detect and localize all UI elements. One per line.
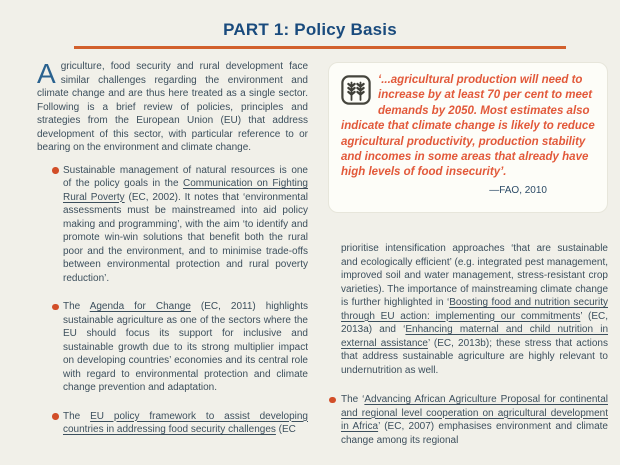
text-segment: The (63, 301, 90, 312)
reference-link[interactable]: Agenda for Change (89, 301, 191, 312)
reference-link[interactable]: EU policy framework to assist developing countries in addressing food security challenges (63, 410, 308, 435)
policy-bullet-list (328, 393, 608, 447)
text-segment: The ‘ (341, 394, 365, 405)
reference-link[interactable]: Advancing African Agriculture Proposal for continental and regional level cooperation on agricultural development in Africa (341, 394, 608, 432)
text-segment: (EC, 2002). It notes that ‘environmental assessments must be mainstreamed into aid policy making and programming’, with the aim ‘to identify and promote win-win solutions that benefit both the rural poor and the environment, and to minimise trade-offs between environmental protection and rural poverty reduction’. (63, 191, 308, 284)
quote-attribution: —FAO, 2010 (489, 184, 547, 196)
bullet-item (37, 164, 308, 286)
left-column (37, 60, 308, 452)
text-segment: ’ (EC, 2013b); these stress that actions that address sustainable agriculture are highly relevant to undernutrition as well. (341, 337, 608, 376)
bullet-item (37, 300, 308, 395)
reference-link[interactable]: Communication on Fighting Rural Poverty (63, 178, 308, 203)
bullet-icon (329, 397, 336, 404)
text-segment: ’ (EC, 2013a) and ‘ (341, 310, 608, 335)
bullet-icon (52, 413, 59, 420)
title-underline-rule (74, 46, 566, 49)
reference-link[interactable]: Boosting food and nutrition security through EU action: implementing our commitments (341, 297, 608, 322)
continuation-paragraph (328, 242, 608, 377)
reference-link[interactable]: Enhancing maternal and child nutrition in external assistance (341, 324, 609, 349)
policy-bullet-list (37, 164, 308, 437)
text-segment: Sustainable management of natural resources is one of the policy goals in the (63, 164, 308, 189)
bullet-text (63, 411, 308, 436)
quote-box (328, 62, 608, 213)
bullet-text (341, 394, 608, 446)
right-column (328, 62, 608, 462)
text-segment: (EC, 2011) highlights sustainable agriculture as one of the sectors where the EU should focus its support for inclusive and sustainable growth due to its strong multiplier impact on developing countries’ economies and its central role with regard to environmental protection and climate change prevention and adaptation. (63, 301, 308, 393)
dropcap-letter: A (37, 58, 56, 89)
bullet-item (328, 393, 608, 447)
bullet-icon (52, 304, 59, 311)
quote-paragraph (341, 73, 595, 181)
bullet-icon (52, 167, 59, 174)
quote-text: ‘...agricultural production will need to increase by at least 70 per cent to meet demands by 2050. Most estimates also indicate that climate change is likely to reduce agricultural productivity, production stability and incomes in some areas that already have high levels of food insecurity’. (341, 74, 595, 179)
bullet-text (63, 165, 308, 284)
wheat-icon (341, 75, 371, 105)
text-segment: The (63, 410, 91, 422)
intro-paragraph (37, 60, 308, 155)
bullet-text (63, 301, 308, 393)
text-segment: prioritise intensification approaches ‘that are sustainable and ecologically efficient’ (e.g. integrated pest management, improved soil and water management, stress-resistant crop varieties). The importance of mainstreaming climate change is further highlighted in ‘ (341, 243, 608, 308)
intro-text: griculture, food security and rural development face similar challenges regarding the environment and climate change and are thus here treated as a single sector. Following is a brief review of policies, principles and strategies from the European Union (EU) that address development of this sector, with particular reference to or bearing on the environment and climate change. (37, 61, 308, 153)
text-segment: ’ (EC, 2007) emphasises environment and climate change among its regional (341, 421, 608, 446)
bullet-item (37, 410, 308, 437)
text-segment: (EC (275, 424, 296, 435)
page-title: PART 1: Policy Basis (223, 20, 397, 39)
